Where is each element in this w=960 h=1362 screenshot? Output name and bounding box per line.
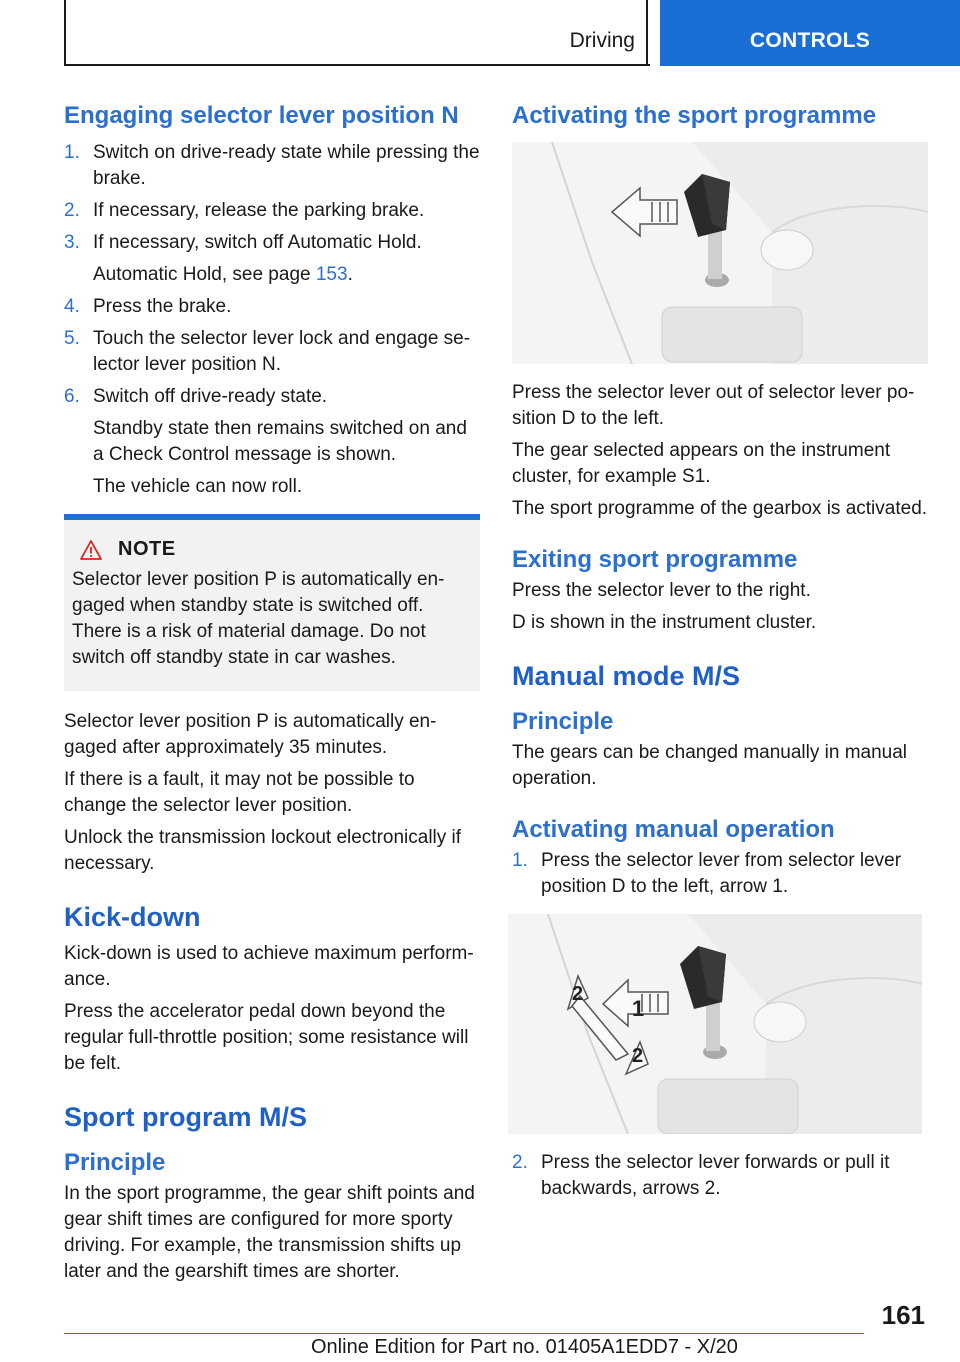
paragraph: In the sport programme, the gear shift points and gear shift times are configured for more sporty driving. For example, the transmission shifts up later and the gearshift times are shorter. [64, 1183, 475, 1282]
heading-sport-program: Sport program M/S [64, 1102, 308, 1132]
left-column [64, 100, 480, 1291]
paragraph: Selector lever position P is automatically engaged after approximately 35 minutes. [64, 711, 437, 758]
page-link[interactable]: 153 [315, 264, 348, 285]
paragraph: Press the accelerator pedal down beyond the regular full-throttle position; some resistance will be felt. [64, 1001, 469, 1074]
header-rule [64, 64, 650, 66]
list-item: 4. Press the brake. [64, 296, 232, 317]
note-title: NOTE [118, 538, 176, 560]
heading-activate-sport: Activating the sport programme [512, 102, 877, 129]
section-title: Driving [569, 29, 635, 52]
paragraph: If there is a fault, it may not be possible to change the selector lever position. [64, 769, 415, 816]
chapter-tab: CONTROLS [660, 0, 960, 66]
list-item: 6. Switch off drive-ready state. [64, 386, 328, 407]
arrow-label-1: 1 [632, 996, 645, 1021]
note-body: Selector lever position P is automatically engaged when standby state is switched off. There is a risk of material damage. Do not switch off standby state in car washes. [72, 569, 445, 668]
list-item: 1. Press the selector lever from selector lever position D to the left, arrow 1. [512, 850, 902, 897]
heading-kickdown: Kick-down [64, 902, 201, 932]
right-column [512, 100, 928, 1208]
figure-selector-lever-left [512, 142, 928, 364]
step6-sub1: Standby state then remains switched on and a Check Control message is shown. [93, 418, 467, 465]
paragraph: The gear selected appears on the instrument cluster, for example S1. [512, 440, 891, 487]
header-frame [64, 0, 648, 64]
warning-icon [80, 540, 102, 560]
heading-exit-sport: Exiting sport programme [512, 546, 798, 573]
paragraph: Press the selector lever to the right. [512, 580, 811, 601]
note-box [64, 514, 480, 691]
paragraph: Unlock the transmission lockout electronically if necessary. [64, 827, 462, 874]
list-item: 5. Touch the selector lever lock and engage selector lever position N. [64, 328, 471, 375]
steps-list [64, 140, 480, 500]
paragraph: Kick-down is used to achieve maximum performance. [64, 943, 474, 990]
paragraph: The gears can be changed manually in manual operation. [512, 742, 908, 789]
footer-edition: Online Edition for Part no. 01405A1EDD7 - X/20 [311, 1336, 738, 1358]
page-number: 161 [881, 1300, 925, 1330]
heading-principle: Principle [64, 1149, 166, 1176]
note-header [72, 538, 472, 561]
list-item: 2. Press the selector lever forwards or pull it backwards, arrows 2. [512, 1152, 890, 1199]
heading-manual-mode: Manual mode M/S [512, 661, 741, 691]
list-item: 2. If necessary, release the parking brake. [64, 200, 425, 221]
paragraph: D is shown in the instrument cluster. [512, 612, 817, 633]
list-item: 1. Switch on drive-ready state while pressing the brake. [64, 142, 480, 189]
list-item: 3. If necessary, switch off Automatic Hold. [64, 232, 422, 253]
heading-engage-n: Engaging selector lever position N [64, 102, 459, 129]
footer-rule [64, 1333, 864, 1334]
heading-activate-manual: Activating manual operation [512, 816, 835, 843]
step6-sub2: The vehicle can now roll. [93, 476, 303, 497]
arrow-label-2a: 2 [572, 983, 584, 1005]
figure-selector-lever-manual [508, 914, 922, 1134]
paragraph: The sport programme of the gearbox is activated. [512, 498, 928, 519]
arrow-label-2b: 2 [632, 1045, 644, 1067]
paragraph: Press the selector lever out of selector lever position D to the left. [512, 382, 915, 429]
heading-principle-manual: Principle [512, 708, 614, 735]
step3-sub: Automatic Hold, see page 153. [93, 264, 353, 285]
